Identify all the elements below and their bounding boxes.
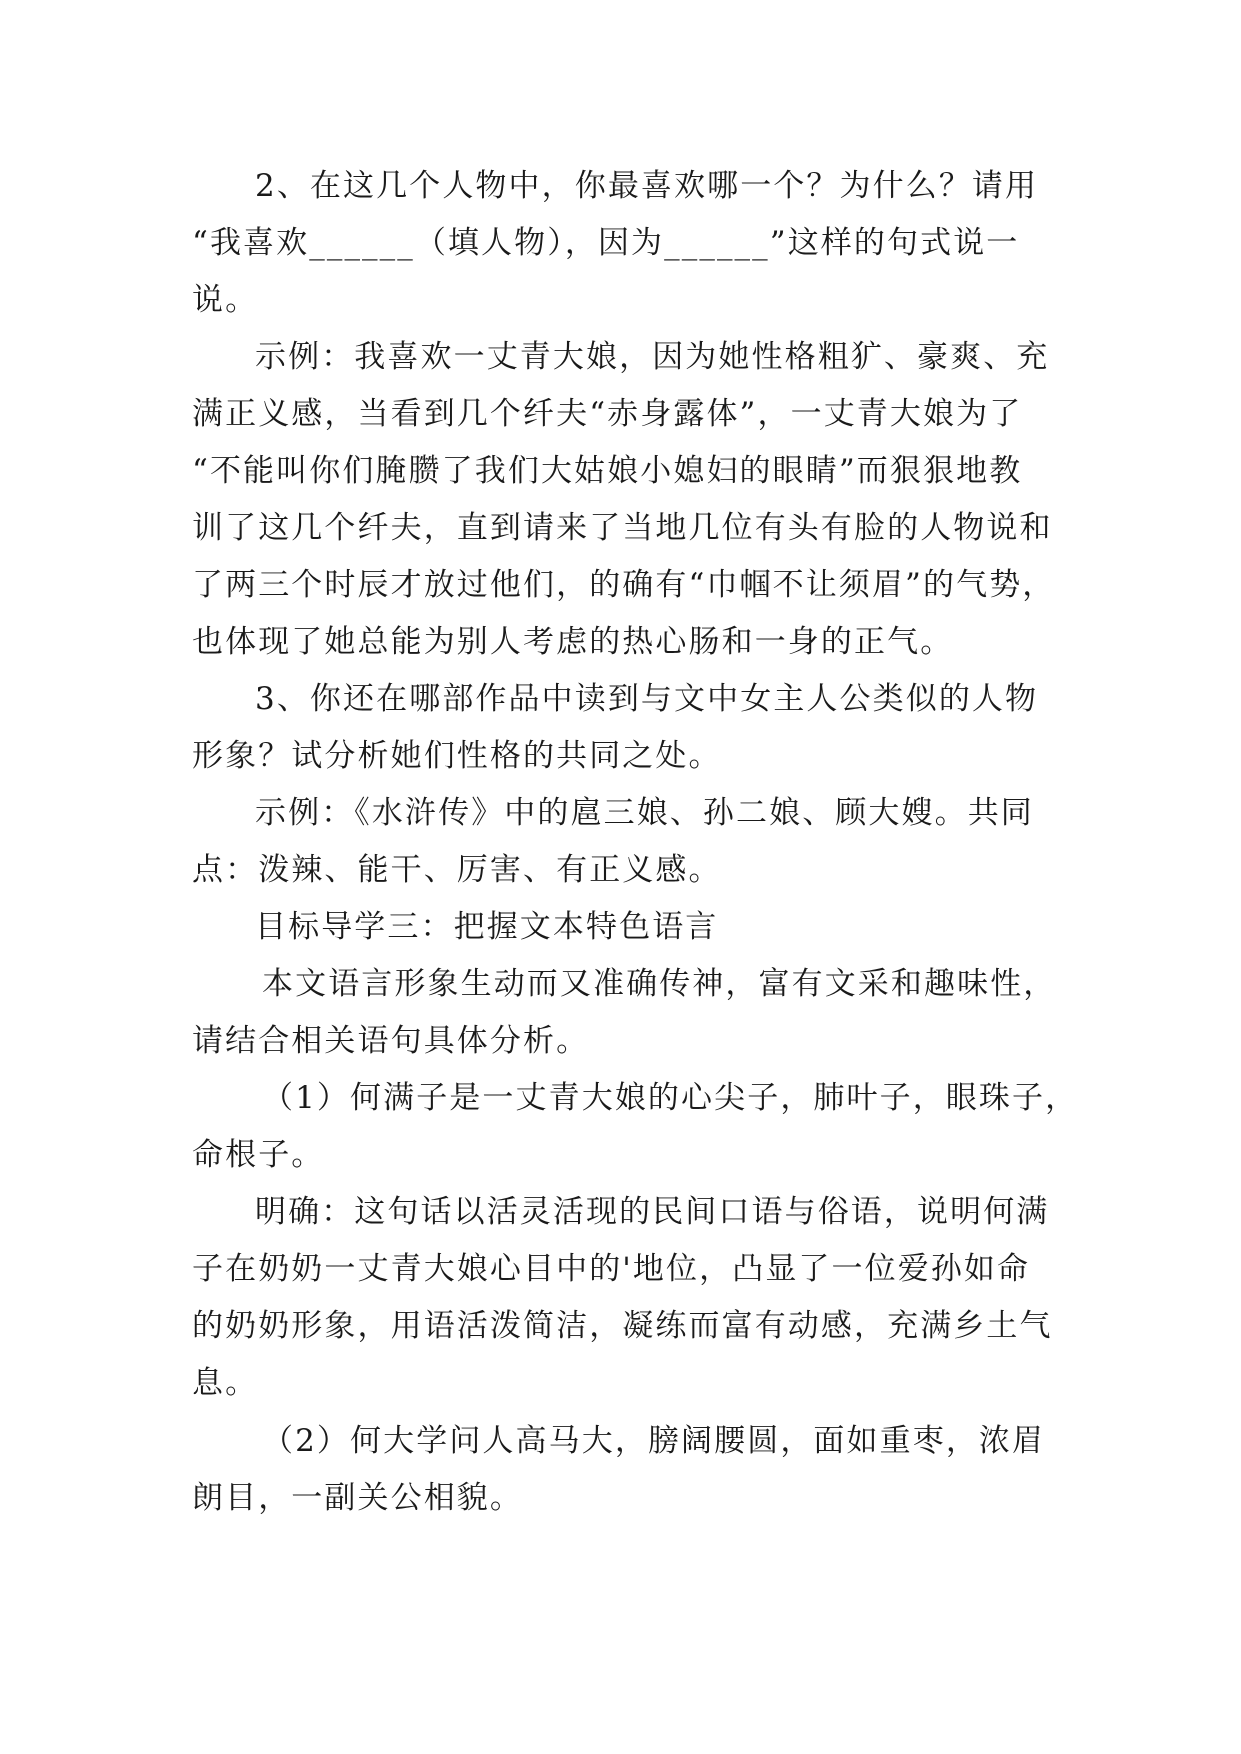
text-line: “我喜欢______（填人物），因为______”这样的句式说一 <box>192 225 1020 261</box>
text-line: 的奶奶形象，用语活泼简洁，凝练而富有动感，充满乡土气 <box>192 1308 1053 1344</box>
text-line: 示例：《水浒传》中的扈三娘、孙二娘、顾大嫂。共同 <box>255 795 1034 831</box>
text-line: 命根子。 <box>192 1137 325 1173</box>
text-line: 明确：这句话以活灵活现的民间口语与俗语，说明何满 <box>255 1194 1050 1230</box>
text-line: 说。 <box>192 282 259 318</box>
text-line: （2）何大学问人高马大，膀阔腰圆，面如重枣，浓眉 <box>262 1423 1046 1459</box>
text-line: 训了这几个纤夫，直到请来了当地几位有头有脸的人物说和 <box>192 510 1053 546</box>
text-line: 形象？试分析她们性格的共同之处。 <box>192 738 722 774</box>
text-line: 本文语言形象生动而又准确传神，富有文采和趣味性， <box>262 966 1057 1002</box>
text-line: 满正义感，当看到几个纤夫“赤身露体”，一丈青大娘为了 <box>192 396 1023 432</box>
text-line: 请结合相关语句具体分析。 <box>192 1023 590 1059</box>
text-line: 示例：我喜欢一丈青大娘，因为她性格粗犷、豪爽、充 <box>255 339 1050 375</box>
text-line: （1）何满子是一丈青大娘的心尖子，肺叶子，眼珠子， <box>262 1080 1079 1116</box>
text-line: 子在奶奶一丈青大娘心目中的'地位，凸显了一位爱孙如命 <box>192 1251 1031 1287</box>
text-line: 了两三个时辰才放过他们，的确有“巾帼不让须眉”的气势， <box>192 567 1056 603</box>
section-heading: 目标导学三：把握文本特色语言 <box>255 909 719 945</box>
text-line: 也体现了她总能为别人考虑的热心肠和一身的正气。 <box>192 624 954 660</box>
text-line: “不能叫你们腌臜了我们大姑娘小媳妇的眼睛”而狠狠地教 <box>192 453 1023 489</box>
text-line: 息。 <box>192 1365 259 1401</box>
text-line: 2、在这几个人物中，你最喜欢哪一个？为什么？请用 <box>255 168 1039 204</box>
text-line: 朗目，一副关公相貌。 <box>192 1480 523 1516</box>
text-line: 3、你还在哪部作品中读到与文中女主人公类似的人物 <box>255 681 1039 717</box>
text-line: 点：泼辣、能干、厉害、有正义感。 <box>192 852 722 888</box>
